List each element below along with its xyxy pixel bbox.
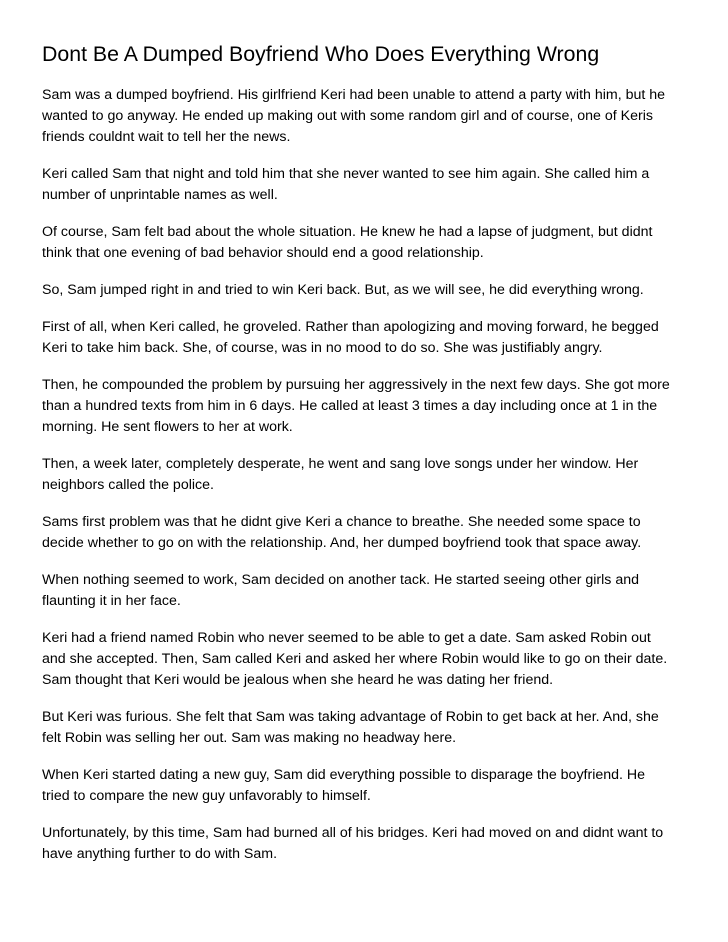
paragraph: Then, a week later, completely desperate, he went and sang love songs under her window. Her neighbors called the police. [42, 456, 639, 493]
paragraph: But Keri was furious. She felt that Sam was taking advantage of Robin to get back at her. And, she felt Robin was selling her out. Sam was making no headway here. [42, 709, 659, 746]
paragraph: First of all, when Keri called, he groveled. Rather than apologizing and moving forward, he begged Keri to take him back. She, of course, was in no mood to do so. She was justifiably angry. [42, 319, 659, 356]
paragraph: Then, he compounded the problem by pursuing her aggressively in the next few days. She got more than a hundred texts from him in 6 days. He called at least 3 times a day including once at 1 in the morning. He sent flowers to her at work. [42, 377, 670, 435]
paragraph: Keri had a friend named Robin who never seemed to be able to get a date. Sam asked Robin out and she accepted. Then, Sam called Keri and asked her where Robin would like to go on their date. Sam thought that Keri would be jealous when she heard he was dating her friend. [42, 630, 668, 688]
paragraph: So, Sam jumped right in and tried to win Keri back. But, as we will see, he did everything wrong. [42, 282, 644, 298]
paragraph: When nothing seemed to work, Sam decided on another tack. He started seeing other girls and flaunting it in her face. [42, 572, 640, 609]
document-title: Dont Be A Dumped Boyfriend Who Does Everything Wrong [42, 42, 600, 66]
document-page [42, 40, 692, 881]
paragraph: Sam was a dumped boyfriend. His girlfriend Keri had been unable to attend a party with him, but he wanted to go anyway. He ended up making out with some random girl and of course, one of Keris friends couldnt wait to tell her the news. [42, 87, 666, 145]
paragraph: Sams first problem was that he didnt give Keri a chance to breathe. She needed some space to decide whether to go on with the relationship. And, her dumped boyfriend took that space away. [42, 514, 642, 551]
paragraph: Of course, Sam felt bad about the whole situation. He knew he had a lapse of judgment, but didnt think that one evening of bad behavior should end a good relationship. [42, 224, 653, 261]
paragraph: When Keri started dating a new guy, Sam did everything possible to disparage the boyfriend. He tried to compare the new guy unfavorably to himself. [42, 767, 646, 804]
paragraph: Keri called Sam that night and told him that she never wanted to see him again. She called him a number of unprintable names as well. [42, 166, 650, 203]
paragraph: Unfortunately, by this time, Sam had burned all of his bridges. Keri had moved on and didnt want to have anything further to do with Sam. [42, 825, 664, 862]
